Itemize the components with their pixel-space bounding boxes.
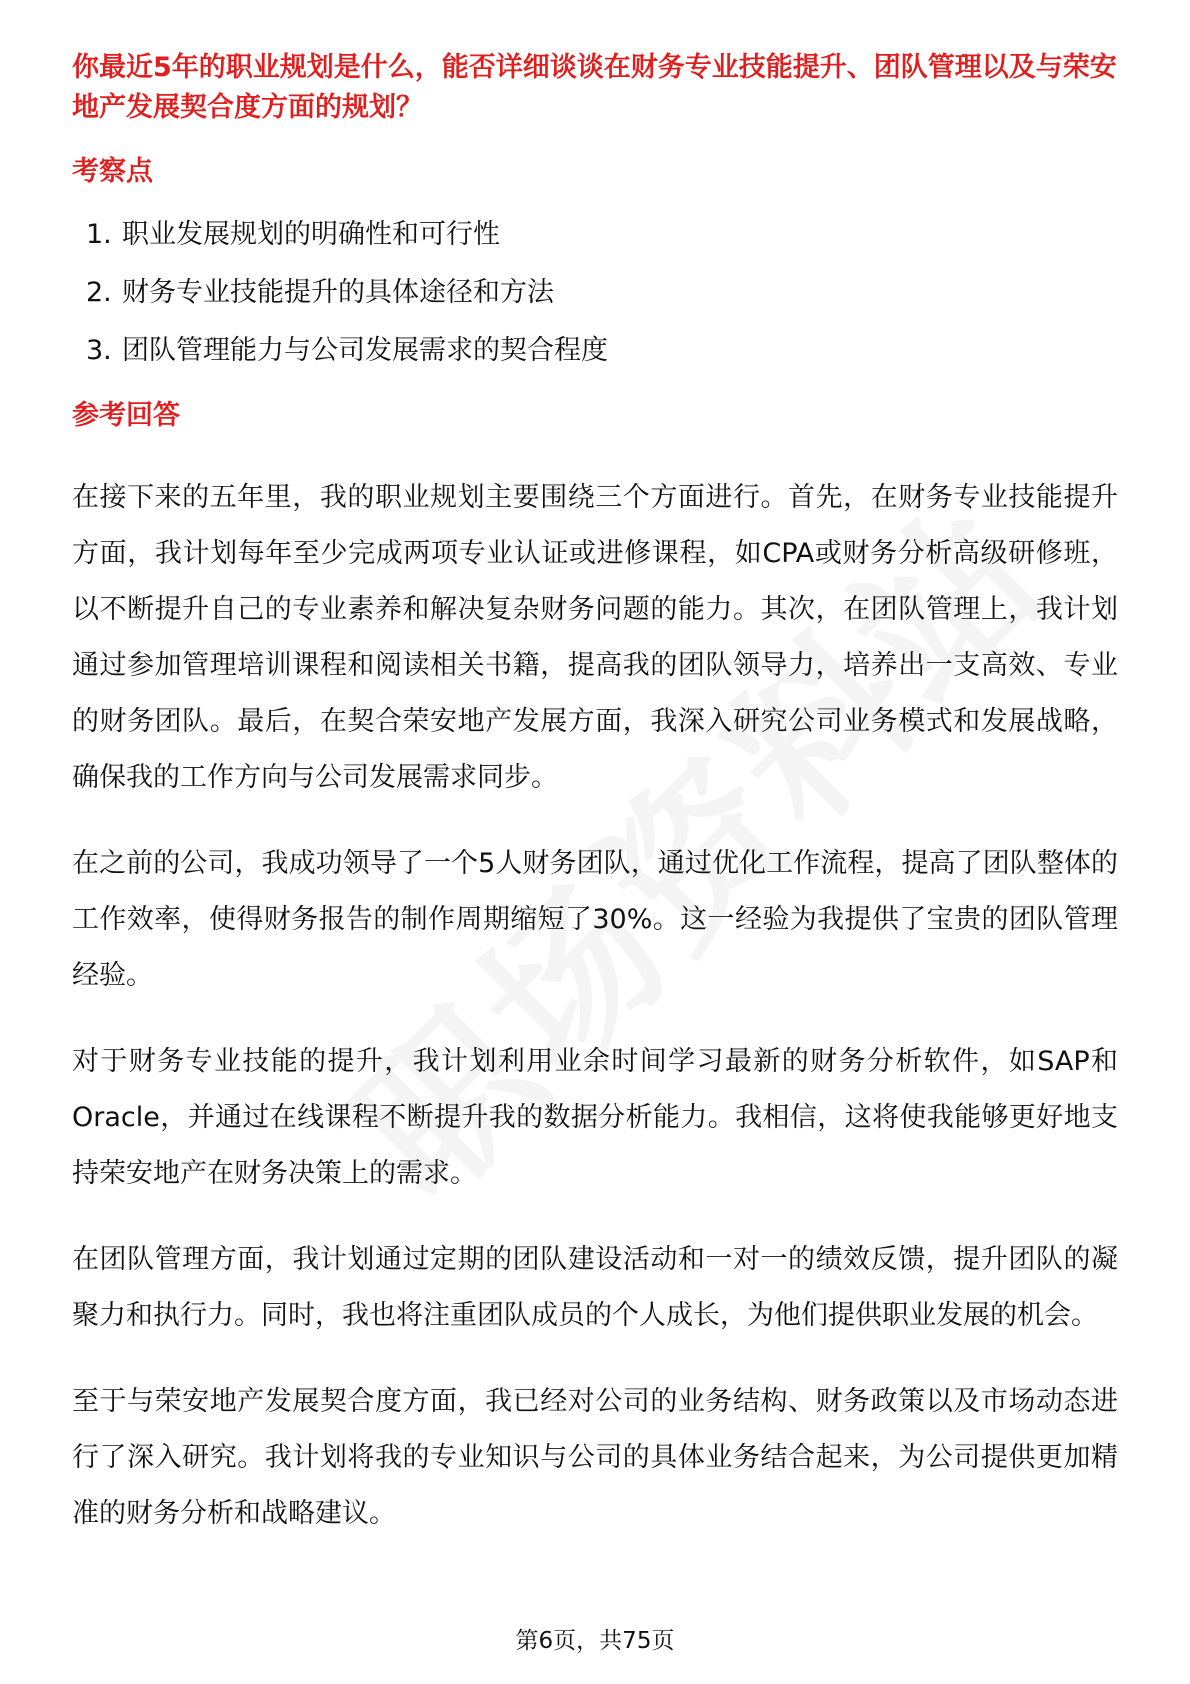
answer-heading: 参考回答 (72, 400, 180, 431)
list-item-number: 3. (86, 335, 112, 366)
list-item-text: 团队管理能力与公司发展需求的契合程度 (122, 335, 608, 366)
list-item-text: 财务专业技能提升的具体途径和方法 (122, 277, 554, 308)
page-number-footer: 第6页，共75页 (515, 1628, 675, 1654)
points-heading: 考察点 (72, 156, 153, 187)
page-content (72, 48, 1118, 1542)
answer-paragraph: 在之前的公司，我成功领导了一个5人财务团队，通过优化工作流程，提高了团队整体的工作效率，使得财务报告的制作周期缩短了30%。这一经验为我提供了宝贵的团队管理经验。 (72, 848, 1118, 991)
question-title: 你最近5年的职业规划是什么，能否详细谈谈在财务专业技能提升、团队管理以及与荣安地产发展契合度方面的规划？ (72, 52, 1117, 123)
list-item-number: 2. (86, 277, 112, 308)
answer-paragraph: 在接下来的五年里，我的职业规划主要围绕三个方面进行。首先，在财务专业技能提升方面，我计划每年至少完成两项专业认证或进修课程，如CPA或财务分析高级研修班，以不断提升自己的专业素养和解决复杂财务问题的能力。其次，在团队管理上，我计划通过参加管理培训课程和阅读相关书籍，提高我的团队领导力，培养出一支高效、专业的财务团队。最后，在契合荣安地产发展方面，我深入研究公司业务模式和发展战略，确保我的工作方向与公司发展需求同步。 (72, 482, 1118, 793)
list-item-number: 1. (86, 219, 112, 250)
list-item-text: 职业发展规划的明确性和可行性 (122, 219, 500, 250)
list-item (72, 216, 1118, 254)
answer-paragraph: 对于财务专业技能的提升，我计划利用业余时间学习最新的财务分析软件，如SAP和Oracle，并通过在线课程不断提升我的数据分析能力。我相信，这将使我能够更好地支持荣安地产在财务决策上的需求。 (72, 1046, 1118, 1189)
answer-paragraph: 在团队管理方面，我计划通过定期的团队建设活动和一对一的绩效反馈，提升团队的凝聚力和执行力。同时，我也将注重团队成员的个人成长，为他们提供职业发展的机会。 (72, 1244, 1118, 1331)
list-item (72, 332, 1118, 370)
points-list (72, 216, 1118, 370)
list-item (72, 274, 1118, 312)
answer-paragraph: 至于与荣安地产发展契合度方面，我已经对公司的业务结构、财务政策以及市场动态进行了深入研究。我计划将我的专业知识与公司的具体业务结合起来，为公司提供更加精准的财务分析和战略建议。 (72, 1386, 1118, 1529)
